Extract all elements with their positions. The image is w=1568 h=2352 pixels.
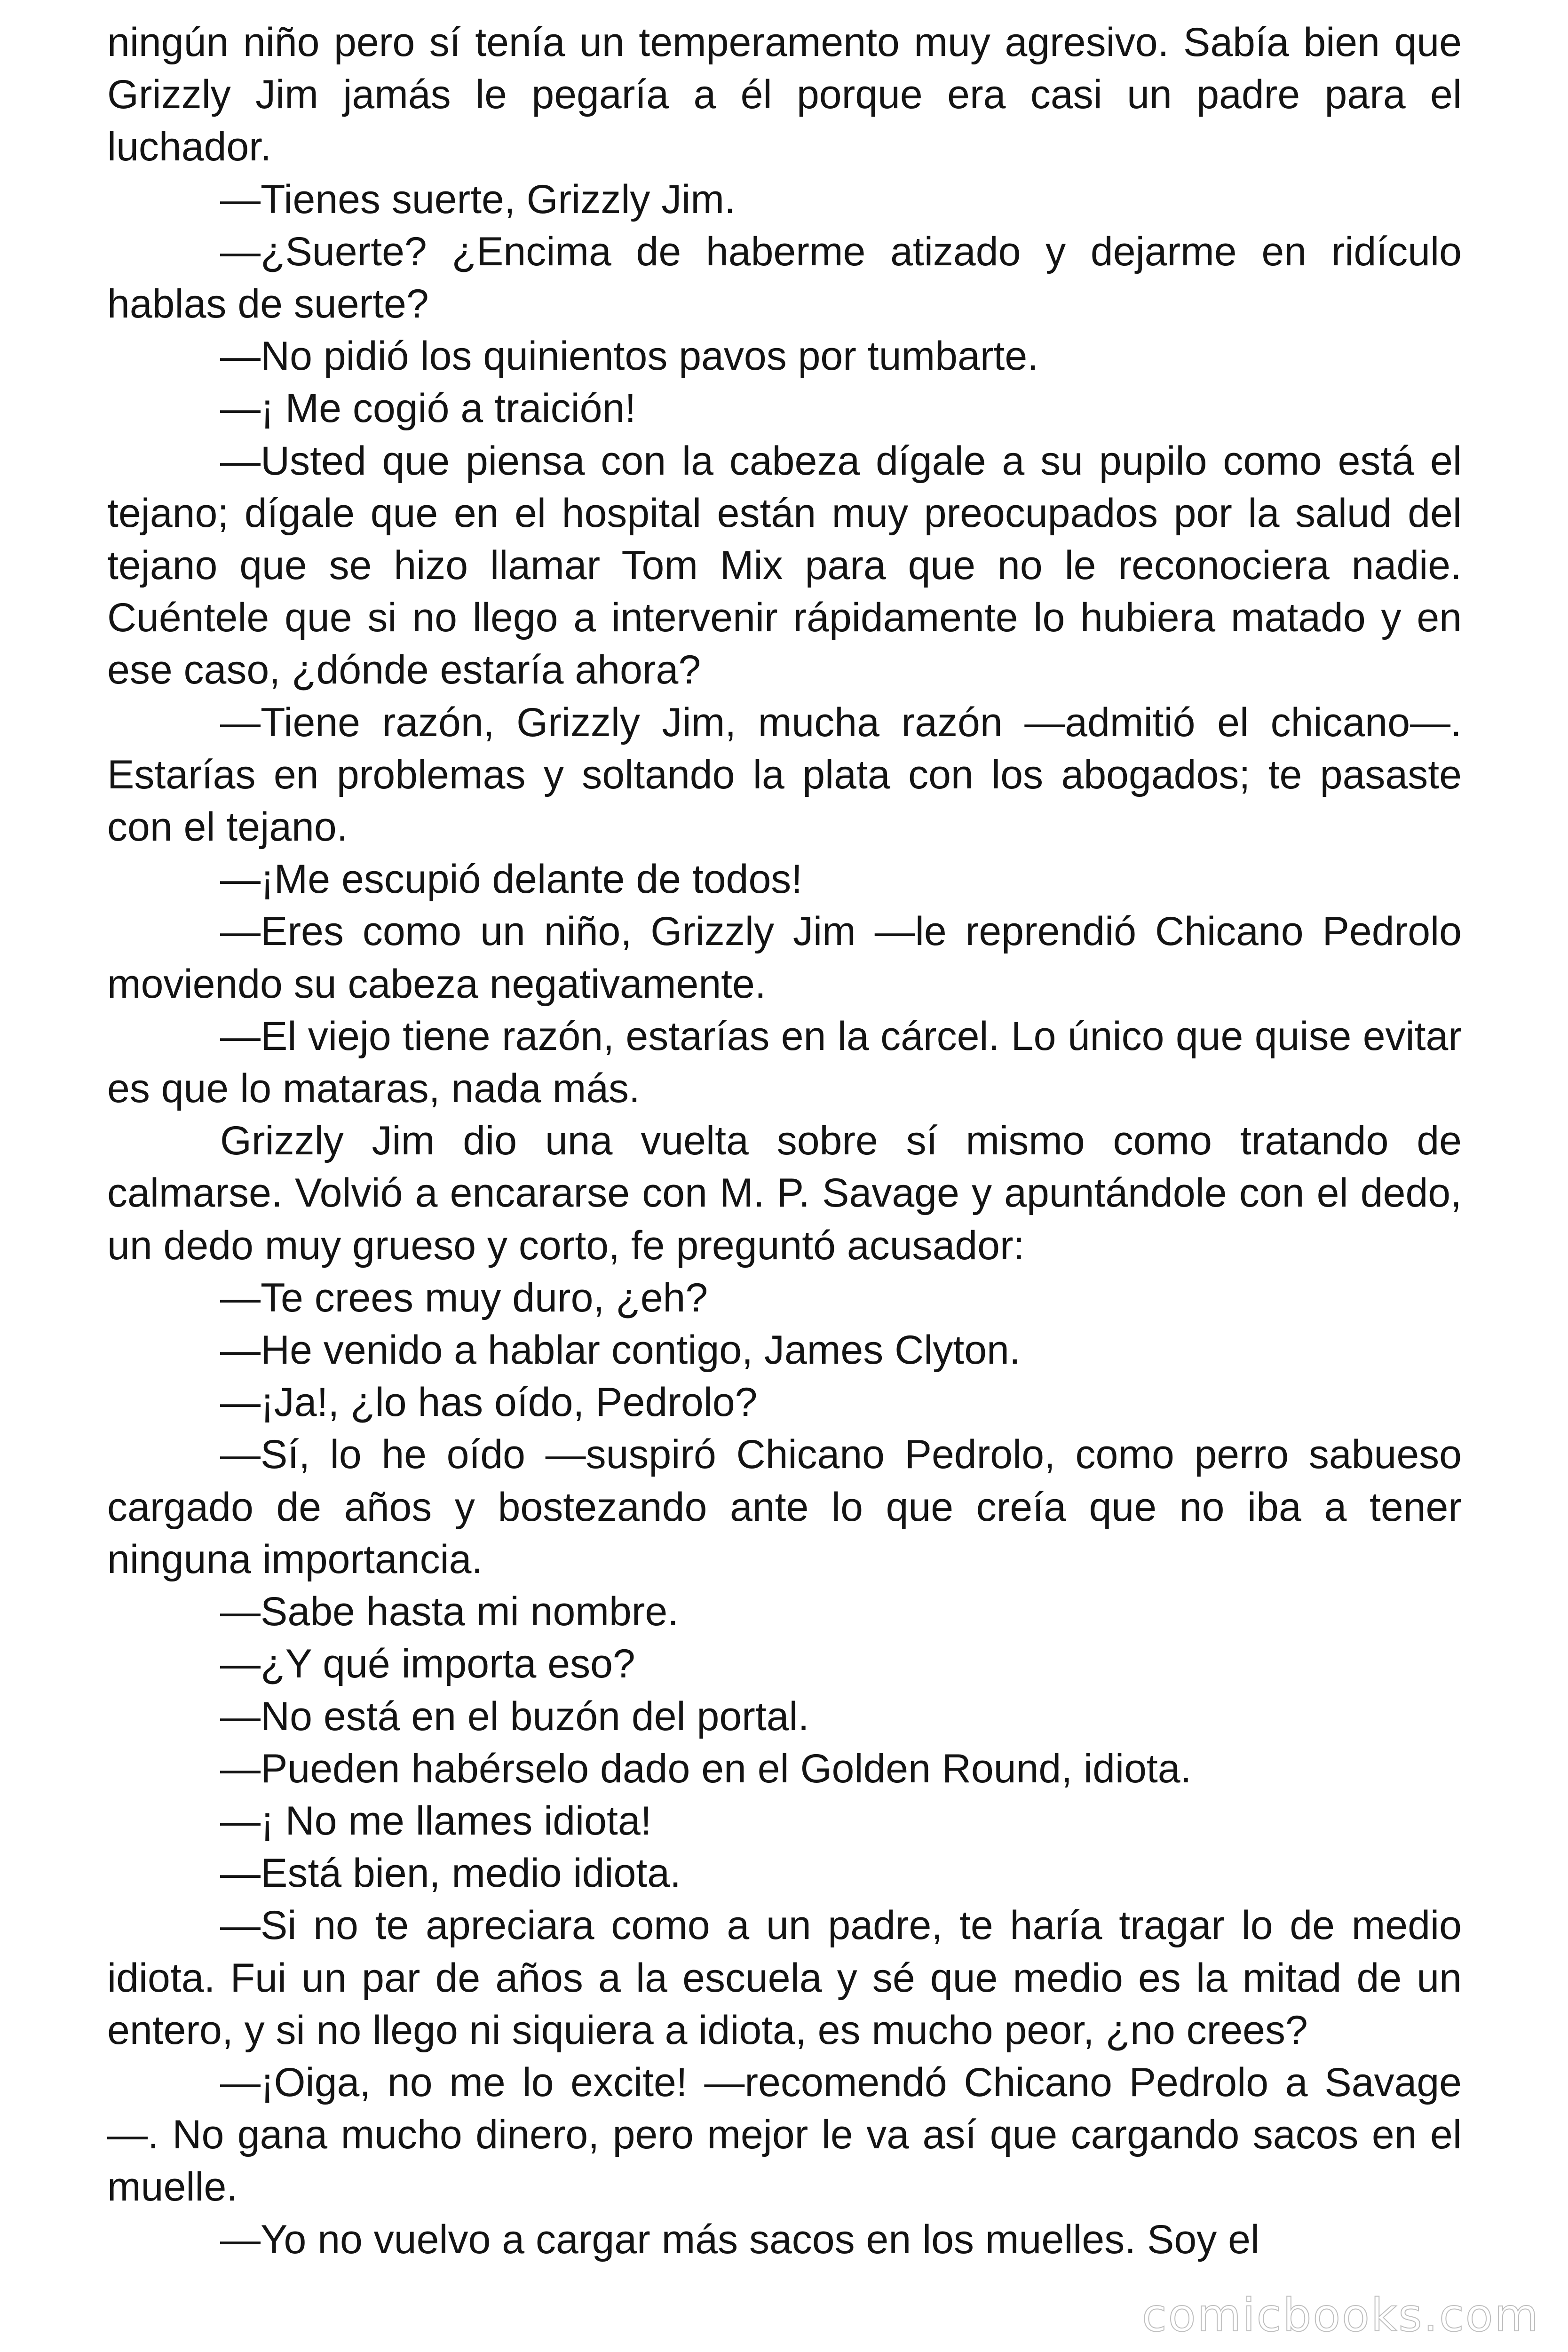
paragraph-20: —¡ No me llames idiota!: [220, 1798, 652, 1843]
paragraph-11: Grizzly Jim dio una vuelta sobre sí mismo como tratando de calmarse. Volvió a encararse con M. P. Savage y apuntándole con el dedo, un dedo muy grueso y corto, fe preguntó acusador:: [107, 1118, 1462, 1268]
paragraph-18: —No está en el buzón del portal.: [220, 1693, 809, 1739]
paragraph-9: —Eres como un niño, Grizzly Jim —le reprendió Chicano Pedrolo moviendo su cabeza negativamente.: [107, 909, 1462, 1007]
paragraph-7: —Tiene razón, Grizzly Jim, mucha razón —admitió el chicano—. Estarías en problemas y soltando la plata con los abogados; te pasaste con el tejano.: [107, 699, 1462, 850]
paragraph-2: —Tienes suerte, Grizzly Jim.: [220, 176, 736, 222]
paragraph-6: —Usted que piensa con la cabeza dígale a su pupilo como está el tejano; dígale que en el hospital están muy preocupados por la salud del tejano que se hizo llamar Tom Mix para que no le reconociera nadie. Cuéntele que si no llego a intervenir rápidamente lo hubiera matado y en ese caso, ¿dónde estaría ahora?: [107, 438, 1462, 693]
paragraph-3: —¿Suerte? ¿Encima de haberme atizado y dejarme en ridículo hablas de suerte?: [107, 229, 1462, 327]
paragraph-14: —¡Ja!, ¿lo has oído, Pedrolo?: [220, 1380, 758, 1425]
paragraph-23: —¡Oiga, no me lo excite! —recomendó Chicano Pedrolo a Savage—. No gana mucho dinero, pero mejor le va así que cargando sacos en el muelle.: [107, 2059, 1462, 2210]
paragraph-21: —Está bien, medio idiota.: [220, 1851, 681, 1896]
paragraph-15: —Sí, lo he oído —suspiró Chicano Pedrolo, como perro sabueso cargado de años y bostezando ante lo que creía que no iba a tener ninguna importancia.: [107, 1432, 1462, 1582]
paragraph-10: —El viejo tiene razón, estarías en la cárcel. Lo único que quise evitar es que lo mataras, nada más.: [107, 1013, 1462, 1112]
book-page-text: [107, 16, 1462, 2266]
paragraph-13: —He venido a hablar contigo, James Clyton.: [220, 1327, 1021, 1373]
paragraph-4: —No pidió los quinientos pavos por tumbarte.: [220, 334, 1039, 379]
paragraph-22: —Si no te apreciara como a un padre, te haría tragar lo de medio idiota. Fui un par de años a la escuela y sé que medio es la mitad de un entero, y si no llego ni siquiera a idiota, es mucho peor, ¿no crees?: [107, 1903, 1462, 2053]
paragraph-12: —Te crees muy duro, ¿eh?: [220, 1275, 708, 1320]
watermark: comicbooks.com: [1141, 2289, 1540, 2342]
paragraph-16: —Sabe hasta mi nombre.: [220, 1589, 679, 1635]
paragraph-19: —Pueden habérselo dado en el Golden Round, idiota.: [220, 1746, 1192, 1791]
paragraph-8: —¡Me escupió delante de todos!: [220, 857, 803, 902]
paragraph-5: —¡ Me cogió a traición!: [220, 386, 636, 431]
paragraph-17: —¿Y qué importa eso?: [220, 1641, 635, 1687]
paragraph-24: —Yo no vuelvo a cargar más sacos en los muelles. Soy el: [220, 2217, 1260, 2262]
paragraph-1: ningún niño pero sí tenía un temperamento muy agresivo. Sabía bien que Grizzly Jim jamás le pegaría a él porque era casi un padre para el luchador.: [107, 20, 1462, 170]
